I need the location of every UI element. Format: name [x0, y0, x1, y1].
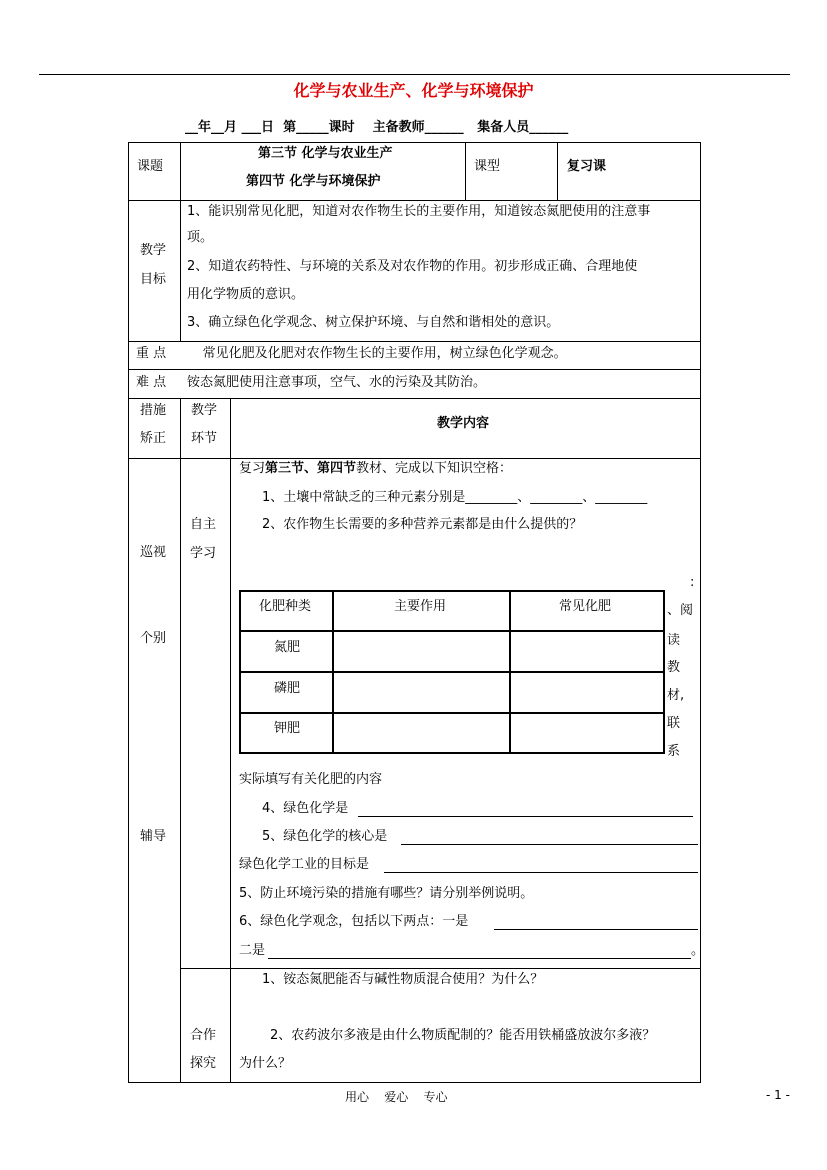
ftable-header: 化肥种类	[259, 599, 312, 614]
ftable-rule	[239, 712, 665, 714]
ftable-rule	[509, 590, 511, 754]
ftable-rule	[663, 590, 665, 754]
goals-label-2: 目标	[140, 272, 167, 287]
ftable-row-label: 磷肥	[274, 681, 301, 696]
key-text: 常见化肥及化肥对农作物生长的主要作用，树立绿色化学观念。	[182, 346, 567, 361]
cooperate-question-1: 1、铵态氮肥能否与碱性物质混合使用？为什么？	[262, 972, 544, 987]
row-divider	[128, 341, 701, 342]
goal-line-2: 项。	[187, 230, 214, 245]
self-study-label-2: 学习	[190, 546, 217, 561]
individual-label: 个别	[140, 631, 167, 646]
col-divider	[180, 200, 181, 342]
content-header: 教学内容	[437, 416, 490, 431]
goal-line-5: 3、确立绿色化学观念、树立保护环境、与自然和谐相处的意识。	[187, 315, 560, 330]
row-divider	[128, 398, 701, 399]
header-rule	[39, 74, 790, 75]
side-note-char: 读	[667, 633, 681, 648]
ftable-header: 常见化肥	[559, 599, 612, 614]
table-border-left	[128, 142, 129, 1083]
cooperate-label-1: 合作	[190, 1028, 217, 1043]
ftable-header: 主要作用	[394, 599, 447, 614]
cooperate-question-2: 2、农药波尔多液是由什么物质配制的？能否用铁桶盛放波尔多液？	[270, 1028, 656, 1043]
goals-label-1: 教学	[140, 243, 167, 258]
question-5b: 绿色化学工业的目标是	[239, 857, 370, 872]
measure-label-1: 措施	[140, 403, 167, 418]
goal-line-3: 2、知道农药特性、与环境的关系及对农作物的作用。初步形成正确、合理地使	[187, 259, 638, 274]
ftable-rule	[239, 671, 665, 673]
goal-line-1: 1、能识别常见化肥，知道对农作物生长的主要作用，知道铵态氮肥使用的注意事	[187, 204, 651, 219]
question-2: 2、农作物生长需要的多种营养元素都是由什么提供的？	[262, 517, 583, 532]
side-note-char: 教	[667, 660, 681, 675]
answer-blank	[268, 958, 691, 959]
page-number: - 1 -	[766, 1088, 790, 1102]
cooperate-label-2: 探究	[190, 1056, 217, 1071]
row-divider	[128, 200, 701, 201]
answer-blank	[401, 844, 698, 845]
side-note-char: 系	[667, 744, 681, 759]
row-divider	[128, 369, 701, 370]
type-value: 复习课	[567, 159, 607, 174]
difficulty-text: 铵态氮肥使用注意事项，空气、水的污染及其防治。	[187, 375, 487, 390]
step-label-1: 教学	[191, 403, 218, 418]
side-colon: :	[690, 575, 695, 590]
side-note-char: 联	[667, 716, 681, 731]
topic-line-1: 第三节 化学与农业生产	[258, 146, 393, 161]
topic-line-2: 第四节 化学与环境保护	[246, 174, 381, 189]
col-divider	[557, 142, 558, 201]
answer-blank	[358, 816, 693, 817]
question-5c: 5、防止环境污染的措施有哪些？请分别举例说明。	[239, 886, 534, 901]
ftable-rule	[239, 752, 665, 754]
goal-line-4: 用化学物质的意识。	[187, 287, 305, 302]
ftable-rule	[239, 590, 665, 592]
ftable-row-label: 钾肥	[274, 721, 301, 736]
question-6b: 二是	[239, 943, 266, 958]
key-label: 重 点	[136, 346, 167, 361]
answer-blank	[494, 929, 698, 930]
after-table-note: 实际填写有关化肥的内容	[239, 772, 383, 787]
side-note-char: 、阅	[667, 603, 694, 618]
question-6: 6、绿色化学观念，包括以下两点：一是	[239, 914, 469, 929]
difficulty-label: 难 点	[136, 375, 167, 390]
patrol-label: 巡视	[140, 545, 167, 560]
col-divider	[180, 398, 181, 1083]
col-divider	[465, 142, 466, 201]
ftable-rule	[332, 590, 334, 754]
step-label-2: 环节	[191, 431, 218, 446]
ftable-rule	[239, 590, 241, 754]
col-divider	[180, 142, 181, 201]
side-note-char: 材,	[667, 688, 685, 703]
date-teacher-line: __年__月 ___日 第_____课时 主备教师______ 集备人员______	[185, 120, 569, 135]
table-border-top	[128, 142, 701, 143]
type-label: 课型	[474, 159, 501, 174]
col-divider	[230, 398, 231, 1083]
table-border-right	[700, 142, 701, 1083]
question-1: 1、土壤中常缺乏的三种元素分别是________、________、________	[262, 490, 648, 505]
row-divider	[128, 458, 701, 459]
table-border-bottom	[128, 1082, 701, 1083]
row-divider	[180, 968, 701, 969]
self-study-label-1: 自主	[190, 517, 217, 532]
measure-label-2: 矫正	[140, 431, 167, 446]
question-6b-end: 。	[691, 943, 705, 958]
page-title: 化学与农业生产、化学与环境保护	[293, 81, 534, 100]
ftable-rule	[239, 630, 665, 632]
answer-blank	[384, 872, 698, 873]
guidance-label: 辅导	[140, 829, 167, 844]
footer-motto: 用心 爱心 专心	[345, 1090, 448, 1104]
topic-label: 课题	[137, 159, 164, 174]
question-5: 5、绿色化学的核心是	[262, 829, 388, 844]
self-study-intro: 复习第三节、第四节教材、完成以下知识空格：	[239, 461, 513, 476]
question-4: 4、绿色化学是	[262, 801, 349, 816]
ftable-row-label: 氮肥	[274, 640, 301, 655]
cooperate-question-2b: 为什么？	[239, 1056, 292, 1071]
